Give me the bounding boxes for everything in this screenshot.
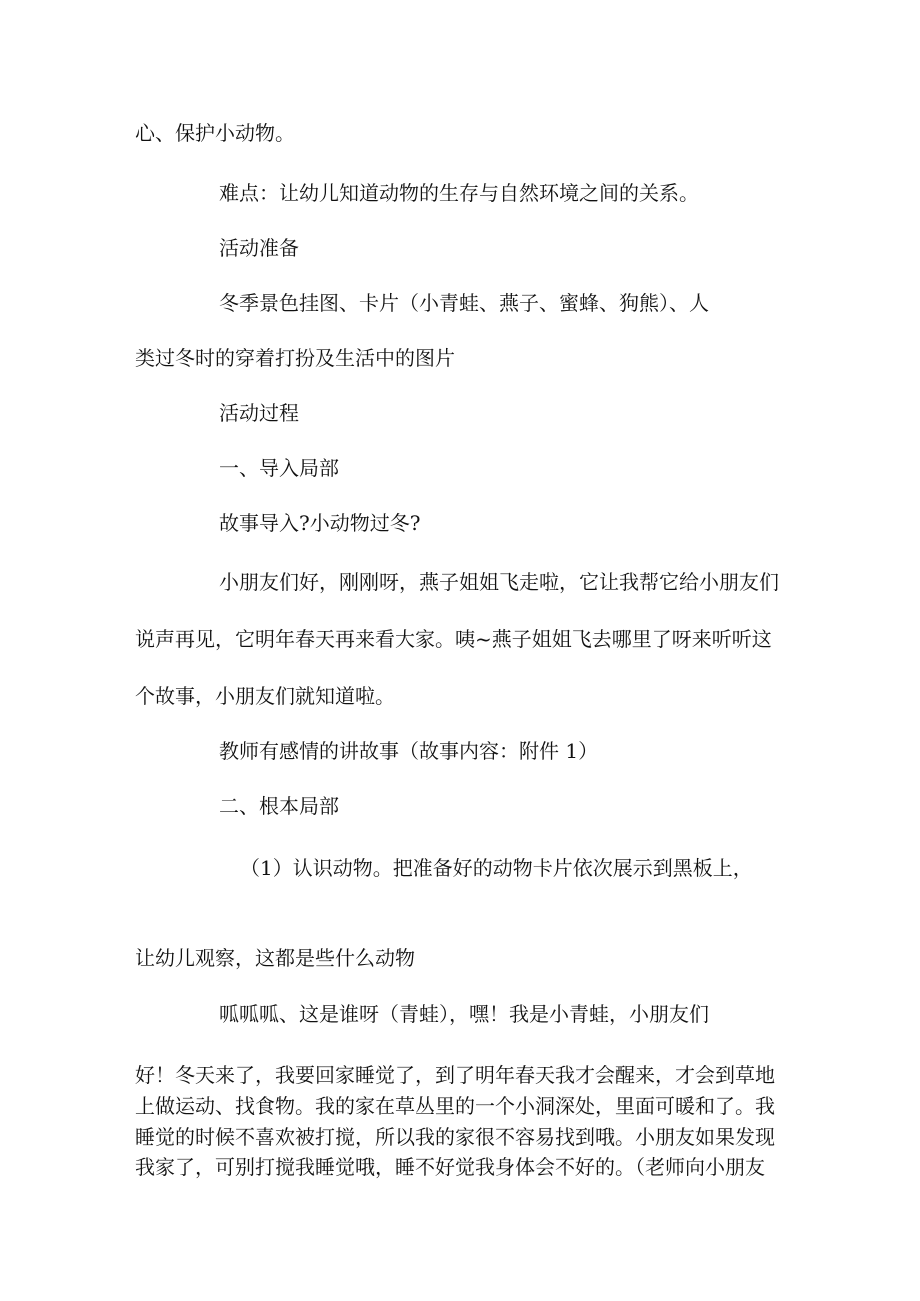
text-line: （1）认识动物。把准备好的动物卡片依次展示到黑板上，	[240, 856, 753, 880]
text-line: 教师有感情的讲故事（故事内容：附件 1）	[219, 739, 599, 763]
section-heading: 二、根本局部	[219, 794, 339, 818]
text-line: 类过冬时的穿着打扮及生活中的图片	[135, 346, 455, 370]
text-line: 好！冬天来了，我要回家睡觉了，到了明年春天我才会醒来，才会到草地	[135, 1063, 775, 1087]
text-line: 个故事，小朋友们就知道啦。	[135, 684, 395, 708]
text-line: 说声再见，它明年春天再来看大家。咦~燕子姐姐飞去哪里了呀来听听这	[135, 627, 772, 651]
section-heading: 活动过程	[219, 401, 299, 425]
text-line: 上做运动、找食物。我的家在草丛里的一个小洞深处，里面可暖和了。我	[135, 1094, 775, 1118]
text-line: 难点：让幼儿知道动物的生存与自然环境之间的关系。	[219, 181, 699, 205]
text-line: 让幼儿观察，这都是些什么动物	[135, 946, 415, 970]
text-line: 冬季景色挂图、卡片（小青蛙、燕子、蜜蜂、狗熊）、人	[219, 291, 709, 315]
text-line: 故事导入?小动物过冬?	[219, 511, 421, 535]
text-line: 睡觉的时候不喜欢被打搅，所以我的家很不容易找到哦。小朋友如果发现	[135, 1125, 775, 1149]
section-heading: 活动准备	[219, 236, 299, 260]
text-line: 呱呱呱、这是谁呀（青蛙），嘿！我是小青蛙，小朋友们	[219, 1002, 709, 1026]
text-line: 小朋友们好，刚刚呀，燕子姐姐飞走啦，它让我帮它给小朋友们	[219, 570, 779, 594]
section-heading: 一、导入局部	[219, 456, 339, 480]
text-line: 我家了，可别打搅我睡觉哦，睡不好觉我身体会不好的。（老师向小朋友	[135, 1155, 765, 1179]
text-line: 心、保护小动物。	[135, 121, 295, 145]
